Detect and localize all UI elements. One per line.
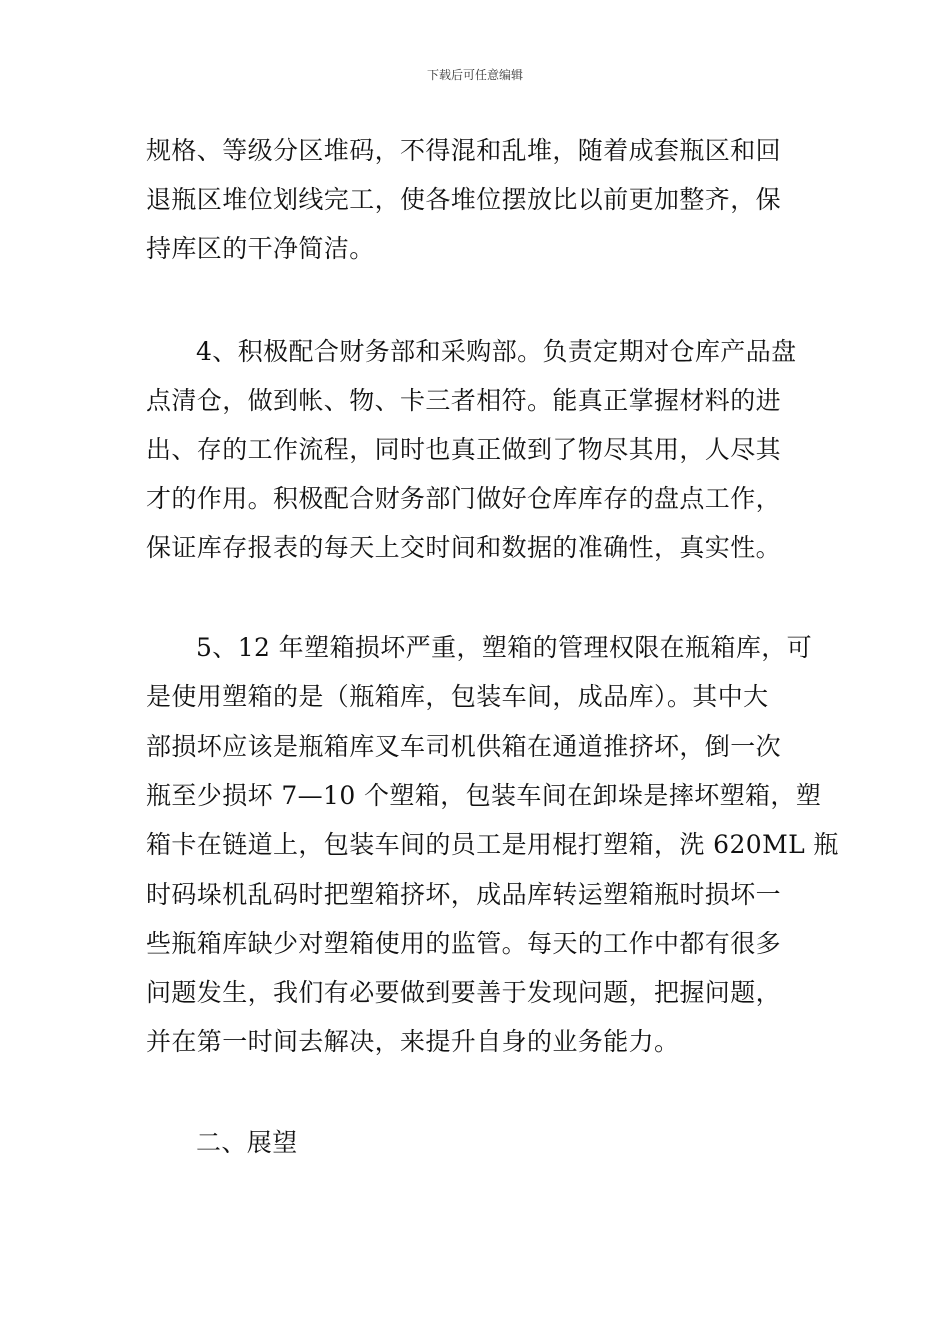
- paragraph-line: 5、12 年塑箱损坏严重，塑箱的管理权限在瓶箱库，可: [196, 633, 813, 662]
- paragraph-line: 持库区的干净简洁。: [146, 234, 375, 263]
- paragraph-line: 箱卡在链道上，包装车间的员工是用棍打塑箱，洗 620ML 瓶: [146, 830, 839, 859]
- paragraph-line: 些瓶箱库缺少对塑箱使用的监管。每天的工作中都有很多: [146, 929, 782, 958]
- paragraph-line: 部损坏应该是瓶箱库叉车司机供箱在通道推挤坏，倒一次: [146, 732, 782, 761]
- paragraph-line: 保证库存报表的每天上交时间和数据的准确性，真实性。: [146, 533, 782, 562]
- paragraph-line: 时码垛机乱码时把塑箱挤坏，成品库转运塑箱瓶时损坏一: [146, 880, 782, 909]
- paragraph-line: 出、存的工作流程，同时也真正做到了物尽其用，人尽其: [146, 435, 782, 464]
- paragraph-line: 是使用塑箱的是（瓶箱库，包装车间，成品库）。其中大: [146, 682, 769, 711]
- paragraph-line: 4、积极配合财务部和采购部。负责定期对仓库产品盘: [196, 337, 797, 366]
- section-heading: 二、展望: [196, 1128, 298, 1157]
- paragraph-line: 规格、等级分区堆码，不得混和乱堆，随着成套瓶区和回: [146, 136, 782, 165]
- paragraph-line: 问题发生，我们有必要做到要善于发现问题，把握问题，: [146, 978, 782, 1007]
- paragraph-line: 退瓶区堆位划线完工，使各堆位摆放比以前更加整齐，保: [146, 185, 782, 214]
- paragraph-line: 并在第一时间去解决，来提升自身的业务能力。: [146, 1027, 680, 1056]
- paragraph-line: 瓶至少损坏 7—10 个塑箱，包装车间在卸垛是摔坏塑箱，塑: [146, 781, 822, 810]
- paragraph-line: 点清仓，做到帐、物、卡三者相符。能真正掌握材料的进: [146, 386, 782, 415]
- paragraph-line: 才的作用。积极配合财务部门做好仓库库存的盘点工作，: [146, 484, 782, 513]
- header-note: 下载后可任意编辑: [426, 68, 523, 82]
